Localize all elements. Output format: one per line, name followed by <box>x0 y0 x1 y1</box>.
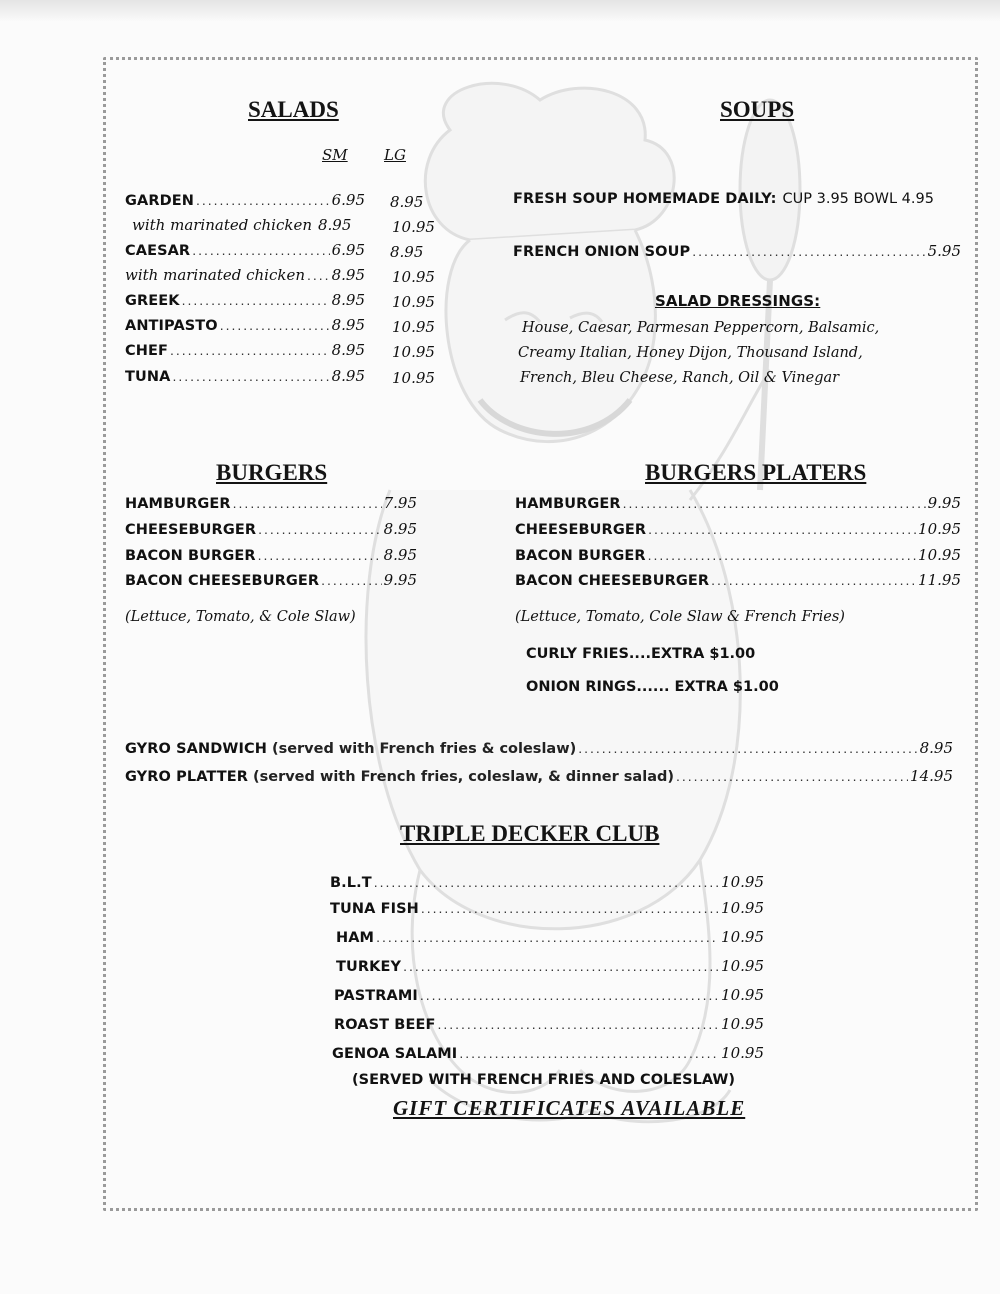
item-price: 10.95 <box>918 520 961 538</box>
item-price: 9.95 <box>383 571 417 589</box>
item-price: 10.95 <box>721 928 764 946</box>
salad-variant-name: with marinated chicken <box>125 266 305 284</box>
salad-variant-name: with marinated chicken <box>132 216 312 234</box>
dot-leader <box>374 874 719 890</box>
salad-row <box>125 266 365 290</box>
item-description: (served with French fries, coleslaw, & dinner salad) <box>252 769 674 785</box>
item-description: (served with French fries & coleslaw) <box>271 741 577 757</box>
dot-leader <box>711 572 916 588</box>
small-price: 6.95 <box>331 241 365 259</box>
item-name: TUNA FISH <box>330 901 419 917</box>
item-price: 11.95 <box>918 571 961 589</box>
dot-leader <box>196 192 330 208</box>
dot-leader <box>258 521 381 537</box>
platter-row <box>515 571 961 595</box>
item-price: 5.95 <box>927 242 961 260</box>
burgers-heading: BURGERS <box>216 460 328 485</box>
club-row <box>330 899 764 923</box>
club-served-note: (SERVED WITH FRENCH FRIES AND COLESLAW) <box>352 1072 736 1088</box>
burgers-note: (Lettuce, Tomato, & Cole Slaw) <box>125 609 356 625</box>
salad-row <box>125 316 365 340</box>
dot-leader <box>459 1045 719 1061</box>
item-name: HAMBURGER <box>515 496 621 512</box>
dot-leader <box>648 521 916 537</box>
club-row <box>336 928 764 952</box>
page-top-shade <box>0 0 1000 22</box>
large-price: 10.95 <box>392 343 435 361</box>
item-name: HAM <box>336 930 375 946</box>
item-price: 8.95 <box>383 546 417 564</box>
dot-leader <box>648 547 916 563</box>
small-price: 6.95 <box>331 191 365 209</box>
item-price: 10.95 <box>918 546 961 564</box>
small-price: 8.95 <box>331 266 365 284</box>
curly-fries-extra: CURLY FRIES....EXTRA $1.00 <box>526 646 756 662</box>
soup-daily-label: FRESH SOUP HOMEMADE DAILY: <box>513 191 777 207</box>
burger-row <box>125 494 417 518</box>
item-name: BACON CHEESEBURGER <box>515 573 710 589</box>
onion-rings-extra: ONION RINGS...... EXTRA $1.00 <box>526 679 779 695</box>
dot-leader <box>623 495 926 511</box>
item-price: 14.95 <box>910 767 953 785</box>
item-price: 10.95 <box>721 986 764 1004</box>
item-name: ANTIPASTO <box>125 318 218 334</box>
item-price: 10.95 <box>721 957 764 975</box>
item-name: CHEESEBURGER <box>125 522 257 538</box>
small-price: 8.95 <box>331 367 365 385</box>
dot-leader <box>182 292 330 308</box>
burger-row <box>125 546 417 570</box>
salad-row <box>125 291 365 315</box>
burger-row <box>125 520 417 544</box>
gyro-row <box>125 739 953 763</box>
soups-heading: SOUPS <box>720 97 795 122</box>
large-price: 10.95 <box>392 318 435 336</box>
salad-row <box>125 341 365 365</box>
item-name: BACON BURGER <box>125 548 256 564</box>
large-price: 10.95 <box>392 218 435 236</box>
salads-heading: SALADS <box>248 97 339 122</box>
item-name: CAESAR <box>125 243 191 259</box>
item-price: 10.95 <box>721 1015 764 1033</box>
dot-leader <box>437 1016 719 1032</box>
dot-leader <box>403 958 719 974</box>
large-price: 8.95 <box>390 193 424 211</box>
item-price: 10.95 <box>721 1044 764 1062</box>
dot-leader <box>376 929 719 945</box>
small-price: 8.95 <box>318 216 352 234</box>
large-price: 10.95 <box>392 293 435 311</box>
item-name: CHEF <box>125 343 168 359</box>
item-name: TUNA <box>125 369 171 385</box>
dot-leader <box>192 242 329 258</box>
dot-leader <box>421 900 719 916</box>
item-name: PASTRAMI <box>334 988 418 1004</box>
dressings-line: French, Bleu Cheese, Ranch, Oil & Vinegar <box>520 370 840 386</box>
dot-leader <box>233 495 382 511</box>
dot-leader <box>420 987 719 1003</box>
burger-platters-heading: BURGERS PLATERS <box>645 460 867 485</box>
item-name: BACON CHEESEBURGER <box>125 573 320 589</box>
item-name: GYRO PLATTER <box>125 769 248 785</box>
item-name: GREEK <box>125 293 180 309</box>
dot-leader <box>578 740 917 756</box>
dressings-line: Creamy Italian, Honey Dijon, Thousand Island, <box>518 345 863 361</box>
item-price: 10.95 <box>721 899 764 917</box>
dot-leader <box>258 547 382 563</box>
small-price: 8.95 <box>331 341 365 359</box>
dot-leader <box>676 768 908 784</box>
item-price: 8.95 <box>383 520 417 538</box>
item-price: 7.95 <box>383 494 417 512</box>
dot-leader <box>170 342 330 358</box>
gyro-row <box>125 767 953 791</box>
club-row <box>334 986 764 1010</box>
item-price: 8.95 <box>919 739 953 757</box>
item-name: FRENCH ONION SOUP <box>513 244 691 260</box>
item-price: 10.95 <box>721 873 764 891</box>
dressings-line: House, Caesar, Parmesan Peppercorn, Balsamic, <box>522 320 880 336</box>
salad-row <box>125 367 365 391</box>
platters-note: (Lettuce, Tomato, Cole Slaw & French Fries) <box>515 609 845 625</box>
salads-large-column-header: LG <box>384 146 406 164</box>
french-onion-soup-row <box>513 242 961 266</box>
soup-daily-prices: CUP 3.95 BOWL 4.95 <box>782 191 934 207</box>
item-name: B.L.T <box>330 875 372 891</box>
large-price: 10.95 <box>392 268 435 286</box>
item-name: CHEESEBURGER <box>515 522 647 538</box>
item-name: ROAST BEEF <box>334 1017 436 1033</box>
salads-small-column-header: SM <box>322 146 348 164</box>
item-name: GYRO SANDWICH <box>125 741 267 757</box>
small-price: 8.95 <box>331 316 365 334</box>
club-row <box>330 873 764 897</box>
dot-leader <box>307 267 330 283</box>
gift-certificates-banner: GIFT CERTIFICATES AVAILABLE <box>393 1096 746 1120</box>
item-name: HAMBURGER <box>125 496 231 512</box>
club-row <box>336 957 764 981</box>
club-row <box>332 1044 764 1068</box>
item-name: GARDEN <box>125 193 194 209</box>
burger-row <box>125 571 417 595</box>
dot-leader <box>172 368 329 384</box>
large-price: 8.95 <box>390 243 424 261</box>
platter-row <box>515 494 961 518</box>
salad-row <box>125 191 365 215</box>
dot-leader <box>692 243 925 259</box>
platter-row <box>515 546 961 570</box>
club-row <box>334 1015 764 1039</box>
salad-dressings-heading-row <box>655 292 820 316</box>
soup-daily-row <box>513 191 961 215</box>
salad-row <box>125 241 365 265</box>
small-price: 8.95 <box>331 291 365 309</box>
item-price: 9.95 <box>927 494 961 512</box>
platter-row <box>515 520 961 544</box>
dot-leader <box>220 317 330 333</box>
triple-decker-club-heading: TRIPLE DECKER CLUB <box>400 821 660 846</box>
salad-row <box>132 216 362 240</box>
salad-dressings-heading: SALAD DRESSINGS: <box>655 292 821 310</box>
large-price: 10.95 <box>392 369 435 387</box>
item-name: TURKEY <box>336 959 402 975</box>
item-name: BACON BURGER <box>515 548 646 564</box>
item-name: GENOA SALAMI <box>332 1046 458 1062</box>
dot-leader <box>321 572 381 588</box>
